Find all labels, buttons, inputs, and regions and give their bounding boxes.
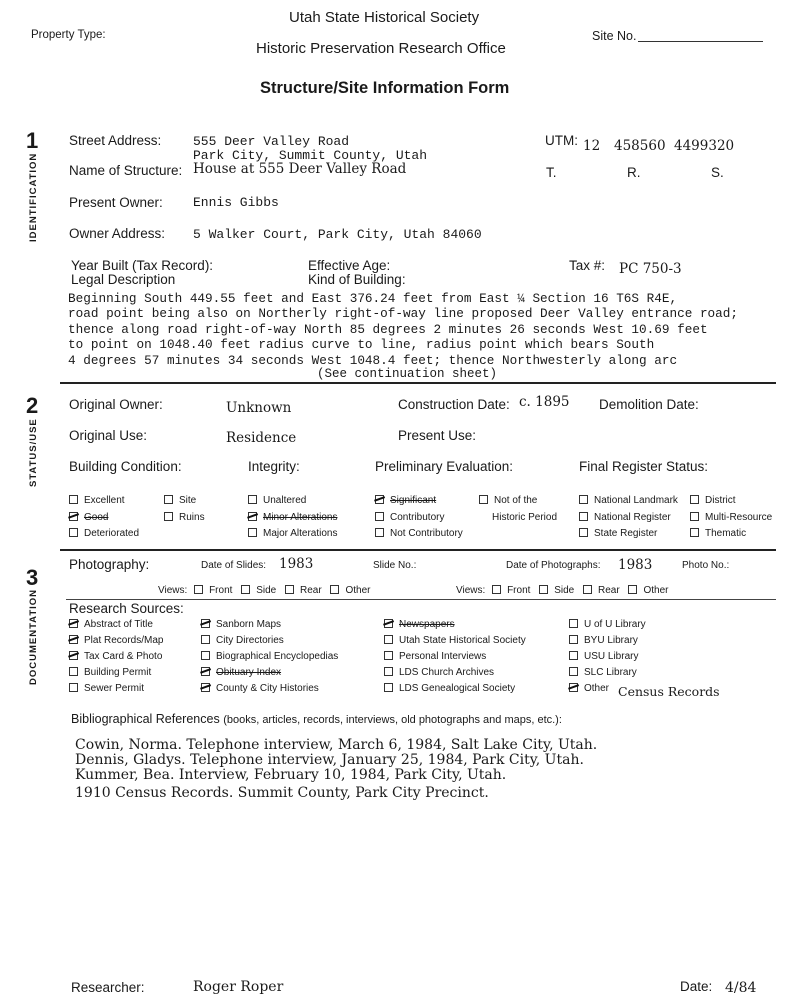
original-owner-value: Unknown xyxy=(226,400,292,416)
cb-slide-front[interactable] xyxy=(194,585,203,594)
present-use-label: Present Use: xyxy=(398,428,477,443)
section-divider xyxy=(60,382,776,384)
date-label: Date: xyxy=(680,979,713,994)
cb-major-alterations[interactable]: Major Alterations xyxy=(248,528,337,539)
cb-excellent[interactable]: Excellent xyxy=(69,495,125,506)
cb-bio-encyclopedias[interactable]: Biographical Encyclopedias xyxy=(201,651,338,662)
cb-lds-archives[interactable]: LDS Church Archives xyxy=(384,667,494,678)
section-1-label: IDENTIFICATION xyxy=(28,152,39,242)
site-no-label: Site No. xyxy=(592,29,637,43)
cb-slide-side[interactable] xyxy=(241,585,250,594)
s-label: S. xyxy=(711,165,724,180)
property-type-label: Property Type: xyxy=(31,29,106,41)
tax-no-label: Tax #: xyxy=(569,258,606,273)
cb-ushs[interactable]: Utah State Historical Society xyxy=(384,635,526,646)
legal-continuation: (See continuation sheet) xyxy=(317,367,498,381)
cb-usu-library[interactable]: USU Library xyxy=(569,651,638,662)
utm-northing: 4499320 xyxy=(674,138,735,154)
date-of-slides-value: 1983 xyxy=(279,556,314,572)
tax-no-value: PC 750-3 xyxy=(619,261,682,277)
cb-abstract[interactable]: Abstract of Title xyxy=(69,619,153,630)
cb-minor-alterations[interactable]: Minor Alterations xyxy=(248,512,337,523)
cb-not-historic[interactable]: Not of the xyxy=(479,495,537,506)
cb-good[interactable]: Good xyxy=(69,512,108,523)
utm-easting: 458560 xyxy=(614,138,666,154)
biblio-entry: Kummer, Bea. Interview, February 10, 1984, Park City, Utah. xyxy=(75,767,507,783)
cb-newspapers[interactable]: Newspapers xyxy=(384,619,455,630)
street-value-2: Park City, Summit County, Utah xyxy=(193,148,428,163)
date-of-photos-label: Date of Photographs: xyxy=(506,560,601,571)
cb-personal-interviews[interactable]: Personal Interviews xyxy=(384,651,486,662)
demolition-date-label: Demolition Date: xyxy=(599,397,699,412)
integrity-label: Integrity: xyxy=(248,459,300,474)
t-label: T. xyxy=(546,165,557,180)
office-name: Historic Preservation Research Office xyxy=(256,40,506,57)
cb-plat[interactable]: Plat Records/Map xyxy=(69,635,163,646)
section-divider xyxy=(60,549,776,551)
biblio-entry: Dennis, Gladys. Telephone interview, January 25, 1984, Park City, Utah. xyxy=(75,752,584,768)
bibliographical-hint: (books, articles, records, interviews, old photographs and maps, etc.): xyxy=(223,714,562,726)
cb-taxcard[interactable]: Tax Card & Photo xyxy=(69,651,162,662)
cb-national-register[interactable]: National Register xyxy=(579,512,671,523)
cb-lds-genealogical[interactable]: LDS Genealogical Society xyxy=(384,683,515,694)
cb-slide-rear[interactable] xyxy=(285,585,294,594)
original-use-label: Original Use: xyxy=(69,428,148,443)
slide-views: Views: Front Side Rear Other xyxy=(158,585,371,596)
date-of-slides-label: Date of Slides: xyxy=(201,560,267,571)
cb-thematic[interactable]: Thematic xyxy=(690,528,746,539)
owner-address-label: Owner Address: xyxy=(69,226,166,241)
final-register-label: Final Register Status: xyxy=(579,459,709,474)
cb-not-contributory[interactable]: Not Contributory xyxy=(375,528,463,539)
cb-city-directories[interactable]: City Directories xyxy=(201,635,284,646)
cb-sewer-permit[interactable]: Sewer Permit xyxy=(69,683,144,694)
building-condition-label: Building Condition: xyxy=(69,459,182,474)
biblio-entry: Cowin, Norma. Telephone interview, March 6, 1984, Salt Lake City, Utah. xyxy=(75,737,598,753)
r-label: R. xyxy=(627,165,641,180)
cb-uofu-library[interactable]: U of U Library xyxy=(569,619,646,630)
street-label: Street Address: xyxy=(69,133,162,148)
cb-unaltered[interactable]: Unaltered xyxy=(248,495,306,506)
cb-sanborn[interactable]: Sanborn Maps xyxy=(201,619,281,630)
original-use-value: Residence xyxy=(226,430,297,446)
not-historic-period-text: Historic Period xyxy=(492,512,558,523)
cb-byu-library[interactable]: BYU Library xyxy=(569,635,638,646)
bibliographical-label: Bibliographical References xyxy=(71,712,220,726)
form-title: Structure/Site Information Form xyxy=(260,79,510,97)
legal-description-label: Legal Description xyxy=(71,272,176,287)
slide-no-label: Slide No.: xyxy=(373,560,417,571)
cb-building-permit[interactable]: Building Permit xyxy=(69,667,151,678)
cb-slide-other[interactable] xyxy=(330,585,339,594)
biblio-entry: 1910 Census Records. Summit County, Park City Precinct. xyxy=(75,785,489,801)
cb-photo-side[interactable] xyxy=(539,585,548,594)
legal-line: Beginning South 449.55 feet and East 376.24 feet from East ¼ Section 16 T6S R4E, xyxy=(68,291,678,306)
cb-photo-front[interactable] xyxy=(492,585,501,594)
cb-district[interactable]: District xyxy=(690,495,736,506)
legal-line: thence along road right-of-way North 85 degrees 2 minutes 26 seconds West 10.69 feet xyxy=(68,322,708,337)
legal-line: 4 degrees 57 minutes 34 seconds West 1048.4 feet; thence Northwesterly along arc xyxy=(68,353,678,368)
kind-of-building-label: Kind of Building: xyxy=(308,272,406,287)
cb-ruins[interactable]: Ruins xyxy=(164,512,205,523)
cb-deteriorated[interactable]: Deteriorated xyxy=(69,528,139,539)
legal-line: road point being also on Northerly right-of-way line proposed Deer Valley entrance road; xyxy=(68,306,739,321)
effective-age-label: Effective Age: xyxy=(308,258,391,273)
researcher-label: Researcher: xyxy=(71,980,145,995)
other-source-value: Census Records xyxy=(618,684,720,699)
bibliographical-heading xyxy=(71,712,562,726)
cb-county-histories[interactable]: County & City Histories xyxy=(201,683,319,694)
street-value-1: 555 Deer Valley Road xyxy=(193,134,350,149)
original-owner-label: Original Owner: xyxy=(69,397,163,412)
cb-slc-library[interactable]: SLC Library xyxy=(569,667,637,678)
cb-multi-resource[interactable]: Multi-Resource xyxy=(690,512,772,523)
cb-photo-other[interactable] xyxy=(628,585,637,594)
research-sources-label: Research Sources: xyxy=(69,601,184,616)
structure-label: Name of Structure: xyxy=(69,163,183,178)
photo-divider xyxy=(66,599,776,600)
cb-site[interactable]: Site xyxy=(164,495,196,506)
date-value: 4/84 xyxy=(725,980,757,996)
year-built-label: Year Built (Tax Record): xyxy=(71,258,214,273)
construction-date-label: Construction Date: xyxy=(398,397,510,412)
utm-label: UTM: xyxy=(545,133,578,148)
researcher-value: Roger Roper xyxy=(193,979,284,995)
structure-value: House at 555 Deer Valley Road xyxy=(193,161,407,177)
photo-no-label: Photo No.: xyxy=(682,560,730,571)
cb-state-register[interactable]: State Register xyxy=(579,528,657,539)
date-of-photos-value: 1983 xyxy=(618,557,653,573)
present-owner-value: Ennis Gibbs xyxy=(193,195,279,210)
present-owner-label: Present Owner: xyxy=(69,195,163,210)
preliminary-evaluation-label: Preliminary Evaluation: xyxy=(375,459,514,474)
cb-other-source[interactable]: Other xyxy=(569,683,609,694)
utm-zone: 12 xyxy=(583,138,601,154)
construction-date-value: c. 1895 xyxy=(519,394,570,410)
section-3-number: 3 xyxy=(26,565,39,590)
photography-label: Photography: xyxy=(69,557,150,572)
cb-national-landmark[interactable]: National Landmark xyxy=(579,495,678,506)
section-2-number: 2 xyxy=(26,393,39,418)
cb-obituary[interactable]: Obituary Index xyxy=(201,667,281,678)
section-1-number: 1 xyxy=(26,128,39,153)
owner-address-value: 5 Walker Court, Park City, Utah 84060 xyxy=(193,227,482,242)
section-3-label: DOCUMENTATION xyxy=(28,588,39,685)
org-name: Utah State Historical Society xyxy=(289,9,480,26)
legal-line: to point on 1048.40 feet radius curve to line, radius point which bears South xyxy=(68,337,655,352)
cb-photo-rear[interactable] xyxy=(583,585,592,594)
photo-views: Views: Front Side Rear Other xyxy=(456,585,669,596)
site-no-field xyxy=(592,29,763,43)
cb-significant[interactable]: Significant xyxy=(375,495,436,506)
cb-contributory[interactable]: Contributory xyxy=(375,512,444,523)
section-2-label: STATUS/USE xyxy=(28,418,39,487)
